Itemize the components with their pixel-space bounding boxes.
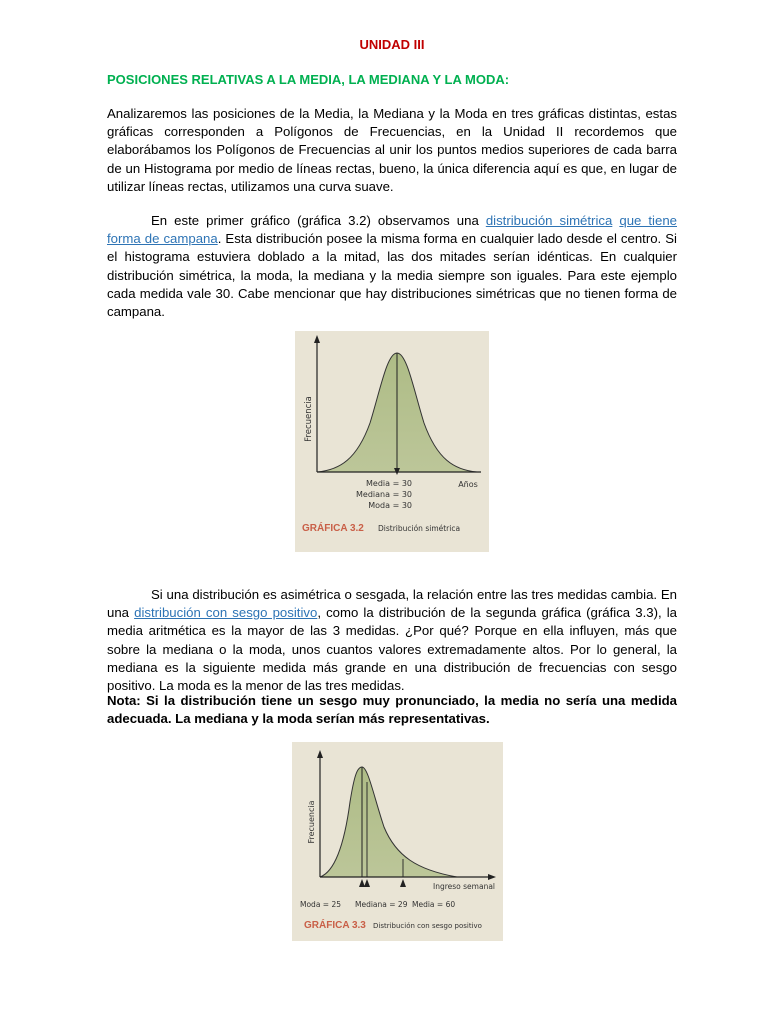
y-axis-arrow (314, 335, 320, 343)
moda-arrow (359, 879, 365, 887)
y-axis-arrow (317, 750, 323, 758)
figure-caption-text: Distribución con sesgo positivo (373, 922, 482, 930)
paragraph-text: En este primer gráfico (gráfica 3.2) observamos una (151, 213, 486, 228)
symmetric-paragraph (107, 212, 677, 321)
skewed-curve (320, 767, 457, 877)
mediana-label: Mediana = 29 (355, 900, 408, 909)
media-arrow (400, 879, 406, 887)
mediana-label: Mediana = 30 (356, 490, 412, 499)
skewed-paragraph (107, 586, 677, 695)
moda-label: Moda = 30 (368, 501, 412, 510)
skewed-chart (292, 742, 503, 941)
intro-paragraph: Analizaremos las posiciones de la Media, la Mediana y la Moda en tres gráficas distintas, estas gráficas corresponden a Polígonos de Frecuencias, en la Unidad II recordemos que elaborábamos los Polígonos de Frecuencias al unir los puntos medios superiores de cada barra de un Histograma por medio de líneas rectas, bueno, la única diferencia aquí es que, en lugar de utilizar líneas rectas, utilizamos una curva suave. (107, 106, 677, 194)
symmetric-distribution-link[interactable]: distribución simétrica (485, 213, 613, 228)
section-heading: POSICIONES RELATIVAS A LA MEDIA, LA MEDIANA Y LA MODA: (107, 72, 510, 87)
x-axis-label: Años (458, 480, 478, 489)
positive-skew-link[interactable]: distribución con sesgo positivo (134, 605, 318, 621)
figure-caption-text: Distribución simétrica (378, 524, 461, 533)
bell-shape-link[interactable]: que tiene forma de campana (107, 213, 677, 247)
paragraph-text: , como la distribución de la segunda gráfica (gráfica 3.3), la media aritmética es la mayor de las 3 medidas. ¿Por qué? Porque en ella influyen, más que sobre la mediana o la moda, unos cuantos valores extremadamente altos. Por lo general, la mediana es la siguiente medida más grande en una distribución de frecuencias con sesgo positivo. La moda es la menor de las tres medidas. (107, 605, 677, 694)
x-axis-label: Ingreso semanal (433, 882, 495, 891)
figure-positive-skew (292, 742, 503, 941)
note-paragraph: Nota: Si la distribución tiene un sesgo muy pronunciado, la media no sería una medida adecuada. La mediana y la moda serían más representativas. (107, 693, 677, 727)
unit-heading: UNIDAD III (359, 37, 425, 52)
x-axis-arrow (488, 874, 496, 880)
symmetric-chart (295, 331, 489, 552)
moda-label: Moda = 25 (300, 900, 342, 909)
figure-symmetric (295, 331, 489, 552)
y-axis-label: Frecuencia (304, 396, 314, 442)
paragraph-text: Si una distribución es asimétrica o sesgada, la relación entre las tres medidas cambia. En una (107, 587, 677, 621)
figure-caption-label: GRÁFICA 3.2 (302, 523, 364, 534)
y-axis-label: Frecuencia (307, 800, 316, 844)
paragraph-text: . Esta distribución posee la misma forma en cualquier lado desde el centro. Si el histograma estuviera doblado a la mitad, las dos mitades serían idénticas. En cualquier distribución simétrica, la moda, la mediana y la media siempre son iguales. Para este ejemplo cada medida vale 30. Cabe mencionar que hay distribuciones simétricas que no tienen forma de campana. (107, 231, 677, 320)
media-label: Media = 60 (412, 900, 456, 909)
figure-caption-label: GRÁFICA 3.3 (304, 920, 366, 931)
media-label: Media = 30 (366, 479, 412, 488)
mediana-arrow (364, 879, 370, 887)
